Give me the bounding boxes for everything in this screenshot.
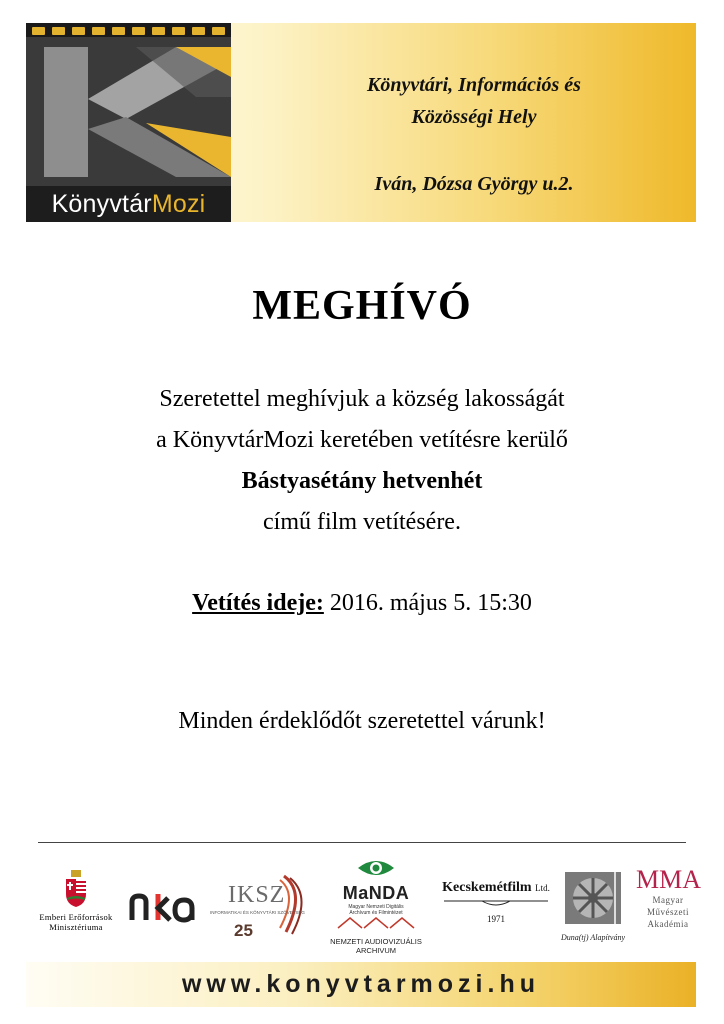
- manda-sub-1: Magyar Nemzeti Digitális: [348, 904, 404, 910]
- coat-of-arms-icon: [63, 870, 89, 908]
- iksz-subtitle: INFORMATIKAI ÉS KÖNYVTÁRI SZÖVETSÉG: [210, 910, 305, 915]
- k-letter-icon: [26, 37, 231, 187]
- mma-line-3: Akadémia: [647, 919, 689, 929]
- organization-name: [284, 69, 664, 133]
- sponsor-nka: [128, 890, 200, 924]
- address: Iván, Dózsa György u.2.: [374, 173, 574, 195]
- sponsor-mma: [636, 866, 700, 930]
- sponsor-emmi: [28, 870, 124, 932]
- kecskemetfilm-year: 1971: [487, 914, 505, 924]
- emmi-line-1: Emberi Erőforrások: [39, 912, 113, 922]
- screening-time-value: 2016. május 5. 15:30: [329, 590, 532, 616]
- duna-caption: Duna(tj) Alapítvány: [560, 933, 626, 942]
- header-banner: [26, 23, 696, 222]
- iksz-logo-icon: [206, 872, 318, 942]
- nava-label: NEMZETI AUDIOVIZUÁLIS ARCHIVUM: [330, 937, 422, 955]
- kecskemetfilm-wordmark: [442, 880, 550, 896]
- page-title: MEGHÍVÓ: [252, 283, 472, 329]
- kecskemetfilm-rule: [442, 897, 550, 909]
- divider: [38, 842, 686, 843]
- sponsor-manda: [322, 858, 430, 955]
- manda-sub-2: Archívum és Filmintézet: [349, 910, 403, 916]
- screening-time: [0, 590, 724, 617]
- iksz-number: 25: [234, 921, 253, 940]
- website-url[interactable]: www.konyvtarmozi.hu: [181, 970, 540, 998]
- sponsor-kecskemetfilm: [442, 880, 550, 924]
- nava-logo-icon: [336, 916, 416, 930]
- logo-text-part2: Mozi: [151, 190, 206, 218]
- emmi-line-2: Minisztériuma: [49, 922, 103, 932]
- manda-wordmark: MaNDA: [342, 883, 410, 903]
- invitation-line-1: Szeretettel meghívjuk a község lakosságát: [159, 386, 565, 412]
- konyvtarmozi-logo: [26, 23, 231, 222]
- logo-text-part1: Könyvtár: [51, 190, 152, 218]
- sponsor-duna: [558, 870, 628, 942]
- film-reel-icon: [563, 870, 623, 926]
- screening-time-label: Vetítés ideje:: [192, 590, 324, 616]
- eye-icon: [356, 858, 396, 878]
- mma-line-1: Magyar: [652, 895, 684, 905]
- film-title: Bástyasétány hetvenhét: [241, 468, 483, 494]
- org-line-1: Könyvtári, Információs és: [367, 74, 581, 96]
- nka-logo-icon: [128, 890, 200, 924]
- kecskemetfilm-name: Kecskemétfilm: [442, 880, 532, 895]
- org-line-2: Közösségi Hely: [411, 106, 537, 128]
- iksz-name: IKSZ: [228, 882, 286, 908]
- closing-text: Minden érdeklődőt szeretettel várunk!: [178, 708, 546, 734]
- footer-banner: [26, 962, 696, 1007]
- invitation-line-4: című film vetítésére.: [263, 509, 461, 535]
- logo-wordmark: [26, 186, 231, 222]
- invitation-line-2: a KönyvtárMozi keretében vetítésre kerülő: [156, 427, 568, 453]
- mma-logo: MMA: [636, 865, 702, 894]
- sponsor-iksz: [206, 872, 318, 942]
- kecskemetfilm-ltd: Ltd.: [535, 883, 550, 893]
- film-strip: [26, 23, 231, 37]
- mma-line-2: Művészeti: [647, 907, 689, 917]
